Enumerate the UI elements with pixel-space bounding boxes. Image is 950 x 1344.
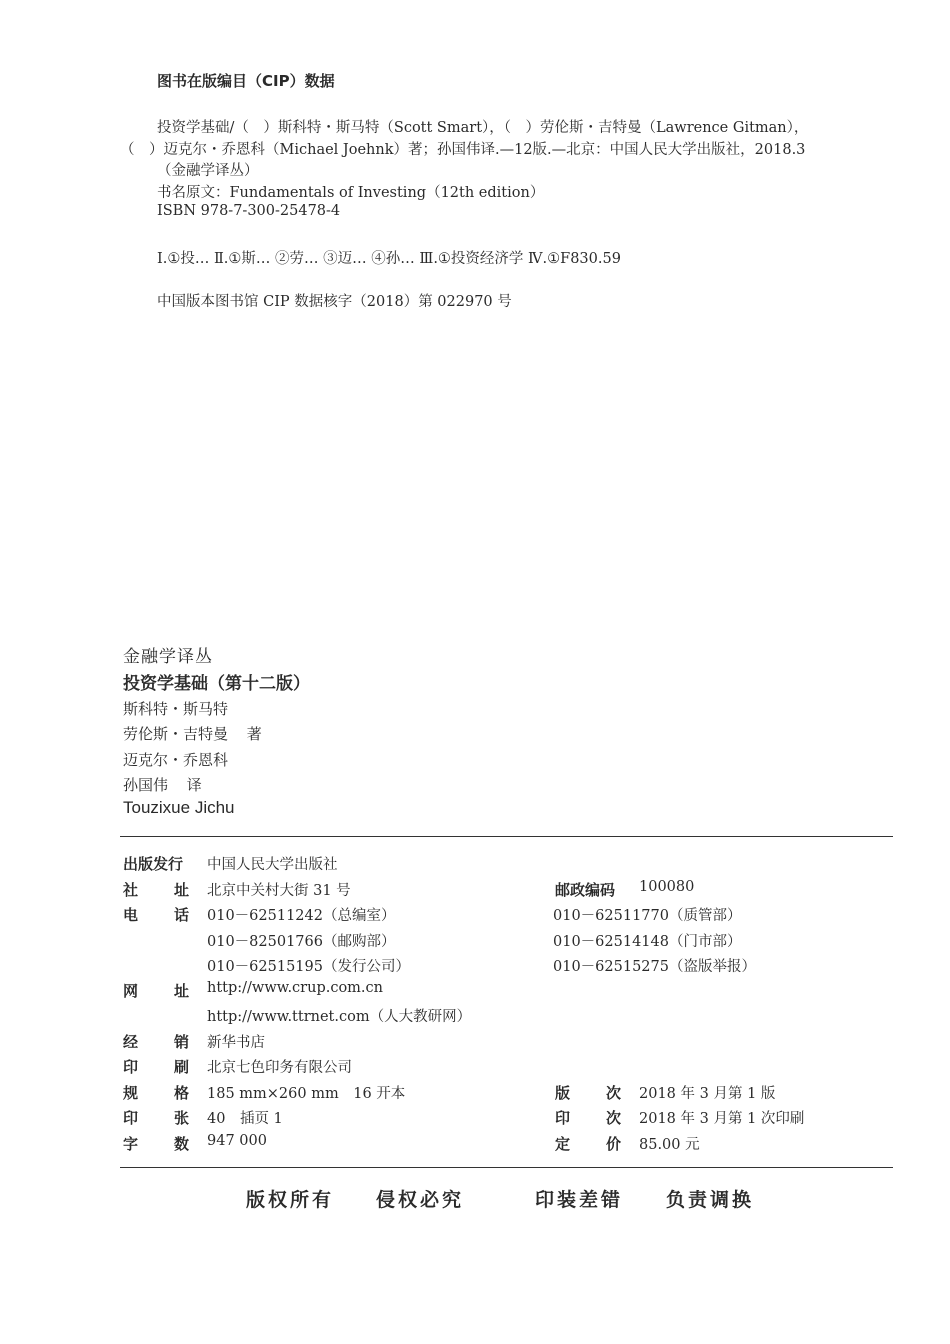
edition-label: 版 次 [555,1084,621,1102]
web-link-1: http://www.crup.com.cn [207,980,384,996]
phone-right-1: 010－62511770（质管部） [553,908,742,924]
series-name: 金融学译丛 [123,647,213,667]
distributor-value: 新华书店 [207,1035,265,1051]
distributor-label: 经 销 [123,1033,189,1051]
phone-right-3: 010－62515275（盗版举报） [553,959,756,975]
slogan-exchange: 负责调换 [666,1189,755,1211]
cip-classification: Ⅰ.①投… Ⅱ.①斯… ②劳… ③迈… ④孙… Ⅲ.①投资经济学 Ⅳ.①F830.59 [157,251,621,267]
cip-isbn: ISBN 978-7-300-25478-4 [157,203,341,219]
edition-value: 2018 年 3 月第 1 版 [639,1086,776,1102]
web-label: 网 址 [123,982,189,1000]
words-label: 字 数 [123,1135,189,1153]
postcode-label: 邮政编码 [555,881,616,899]
postcode-value: 100080 [639,879,695,895]
slogan-print-error: 印装差错 [535,1189,624,1211]
pinyin-title: Touzixue Jichu [123,798,235,817]
publisher-label: 出版发行 [123,855,184,873]
translator-name: 孙国伟 [123,776,169,794]
price-value: 85.00 元 [639,1137,700,1153]
book-title: 投资学基础（第十二版） [123,674,310,694]
sheets-value: 40 插页 1 [207,1111,283,1127]
impression-value: 2018 年 3 月第 1 次印刷 [639,1111,805,1127]
top-divider [120,836,893,837]
sheets-label: 印 张 [123,1109,189,1127]
phone-right-2: 010－62514148（门市部） [553,934,742,950]
printer-label: 印 刷 [123,1058,189,1076]
cip-line-1: 投资学基础/（ ）斯科特・斯马特（Scott Smart），（ ）劳伦斯・吉特曼（Lawrence Gitman）， [157,120,809,136]
words-value: 947 000 [207,1133,267,1149]
slogan-infringement: 侵权必究 [376,1189,465,1211]
translator [123,774,202,795]
phone-label: 电 话 [123,906,189,924]
cip-library-record: 中国版本图书馆 CIP 数据核字（2018）第 022970 号 [157,294,512,310]
cip-original-title: 书名原文：Fundamentals of Investing（12th edition） [157,185,545,201]
cip-line-2: （ ）迈克尔・乔恩科（Michael Joehnk）著；孙国伟译.—12版.—北京：中国人民大学出版社，2018.3 [120,142,806,158]
slogan-copyright: 版权所有 [246,1189,335,1211]
spec-value: 185 mm×260 mm 16 开本 [207,1086,406,1102]
impression-label: 印 次 [555,1109,621,1127]
cip-heading: 图书在版编目（CIP）数据 [157,72,335,90]
spec-label: 规 格 [123,1084,189,1102]
cip-line-3: （金融学译丛） [157,163,259,179]
price-label: 定 价 [555,1135,621,1153]
address-label: 社 址 [123,881,189,899]
phone-left-3: 010－62515195（发行公司） [207,959,410,975]
address-value: 北京中关村大街 31 号 [207,883,351,899]
web-link-2: http://www.ttrnet.com（人大教研网） [207,1009,472,1025]
author-3: 迈克尔・乔恩科 [123,751,229,769]
author-role: 著 [246,725,262,743]
publisher-value: 中国人民大学出版社 [207,857,338,873]
author-2 [123,723,262,744]
bottom-divider [120,1167,893,1168]
phone-left-1: 010－62511242（总编室） [207,908,396,924]
translator-role: 译 [186,776,202,794]
author-1: 斯科特・斯马特 [123,700,229,718]
printer-value: 北京七色印务有限公司 [207,1060,352,1076]
phone-left-2: 010－82501766（邮购部） [207,934,396,950]
author-2-name: 劳伦斯・吉特曼 [123,725,229,743]
